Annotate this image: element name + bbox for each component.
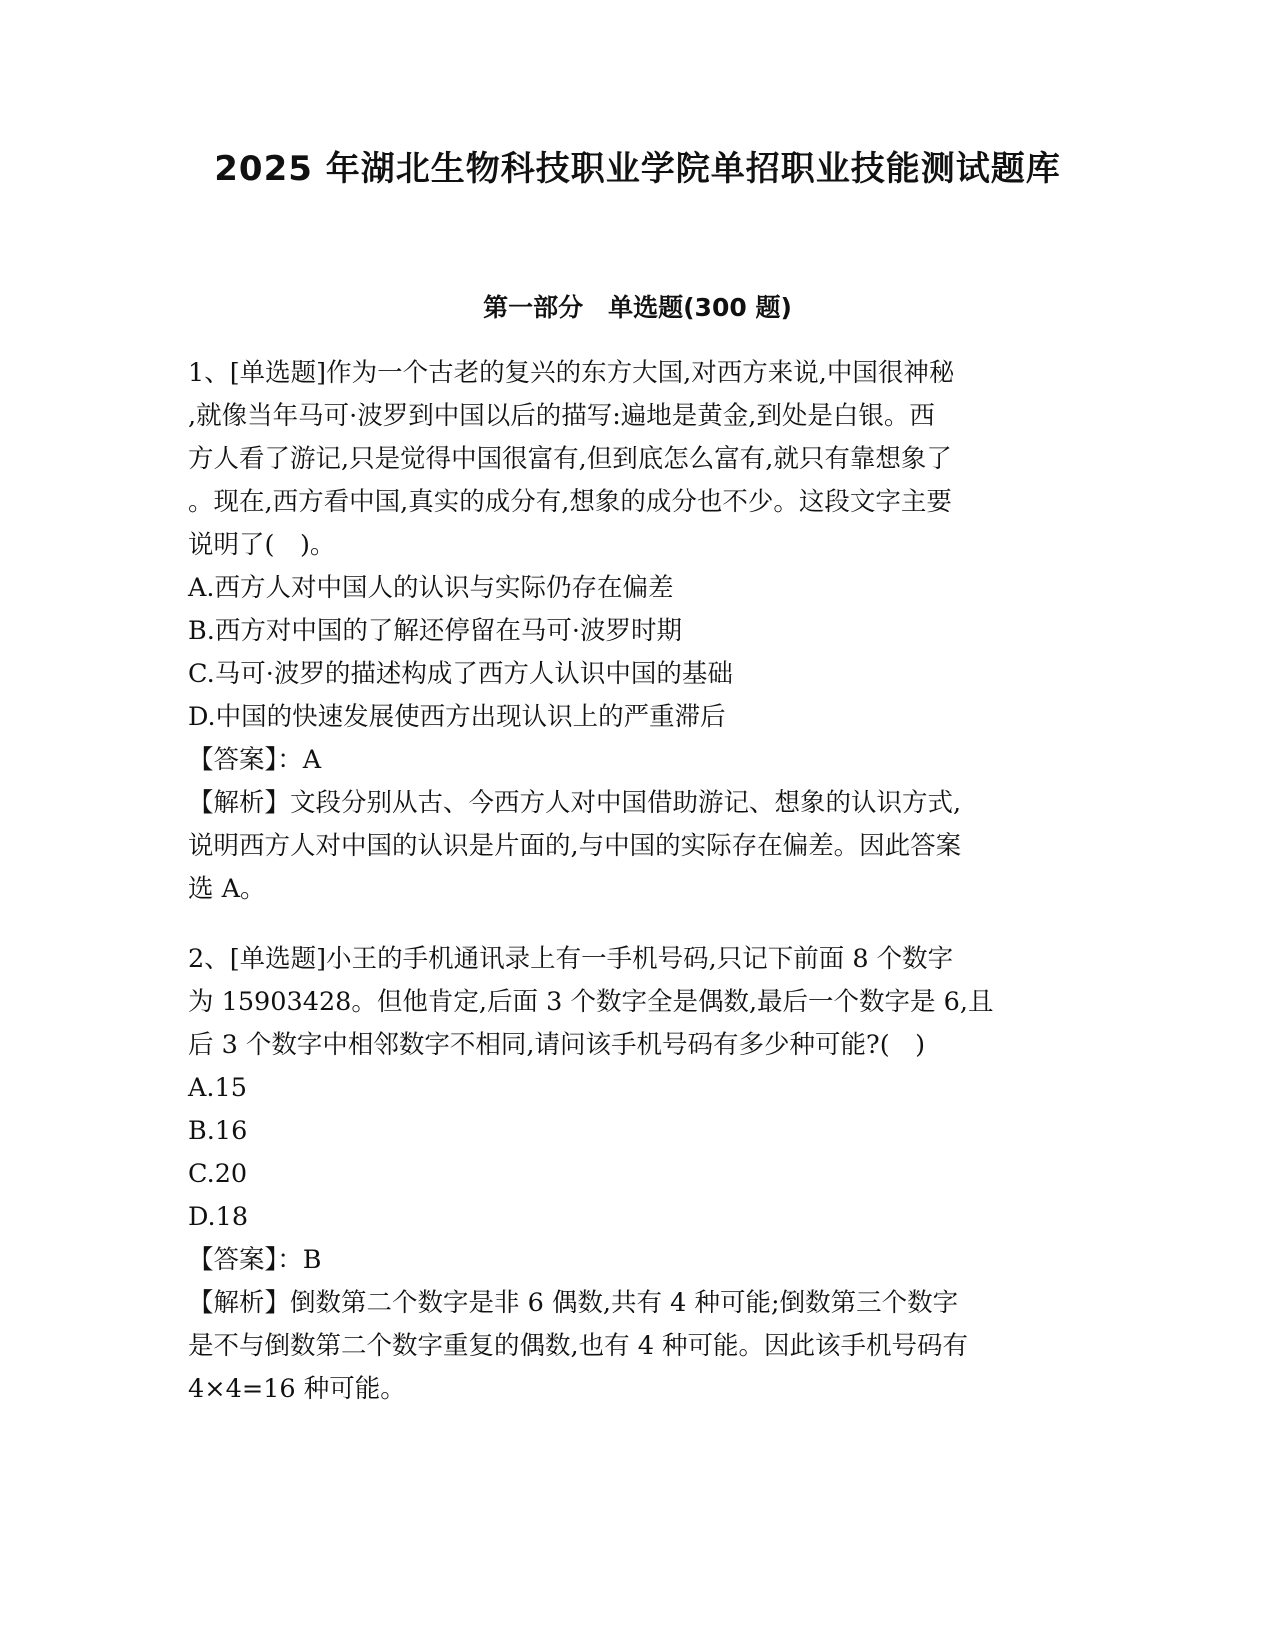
question-stem-line: 为 15903428。但他肯定,后面 3 个数字全是偶数,最后一个数字是 6,且 — [188, 987, 994, 1017]
analysis-line: 【解析】倒数第二个数字是非 6 偶数,共有 4 种可能;倒数第三个数字 — [188, 1288, 959, 1318]
analysis-line: 4×4=16 种可能。 — [188, 1374, 406, 1404]
section-title: 第一部分 单选题(300 题) — [483, 293, 792, 322]
question-stem-line: 说明了( )。 — [188, 530, 336, 560]
answer-line: 【答案】：A — [188, 745, 322, 775]
option-b: B.16 — [188, 1116, 248, 1146]
question-stem-line: 方人看了游记,只是觉得中国很富有,但到底怎么富有,就只有靠想象了 — [188, 444, 952, 474]
question-stem-line: 。现在,西方看中国,真实的成分有,想象的成分也不少。这段文字主要 — [188, 487, 952, 517]
option-a: A.西方人对中国人的认识与实际仍存在偏差 — [188, 573, 674, 603]
option-d: D.中国的快速发展使西方出现认识上的严重滞后 — [188, 702, 726, 732]
option-a: A.15 — [188, 1073, 247, 1103]
analysis-line: 是不与倒数第二个数字重复的偶数,也有 4 种可能。因此该手机号码有 — [188, 1331, 969, 1361]
option-d: D.18 — [188, 1202, 249, 1232]
question-stem-line: 2、[单选题]小王的手机通讯录上有一手机号码,只记下前面 8 个数字 — [188, 944, 954, 974]
question-stem-line: ,就像当年马可·波罗到中国以后的描写:遍地是黄金,到处是白银。西 — [188, 401, 935, 431]
analysis-line: 说明西方人对中国的认识是片面的,与中国的实际存在偏差。因此答案 — [188, 831, 962, 861]
document-title: 2025 年湖北生物科技职业学院单招职业技能测试题库 — [214, 149, 1061, 189]
option-c: C.马可·波罗的描述构成了西方人认识中国的基础 — [188, 659, 733, 689]
option-c: C.20 — [188, 1159, 248, 1189]
option-b: B.西方对中国的了解还停留在马可·波罗时期 — [188, 616, 682, 646]
question-stem-line: 后 3 个数字中相邻数字不相同,请问该手机号码有多少种可能?( ) — [188, 1030, 926, 1060]
analysis-line: 【解析】文段分别从古、今西方人对中国借助游记、想象的认识方式, — [188, 788, 962, 818]
answer-line: 【答案】：B — [188, 1245, 322, 1275]
question-1 — [188, 352, 1080, 911]
analysis-line: 选 A。 — [188, 874, 266, 904]
question-2 — [188, 938, 1080, 1411]
question-stem-line: 1、[单选题]作为一个古老的复兴的东方大国,对西方来说,中国很神秘 — [188, 358, 955, 388]
